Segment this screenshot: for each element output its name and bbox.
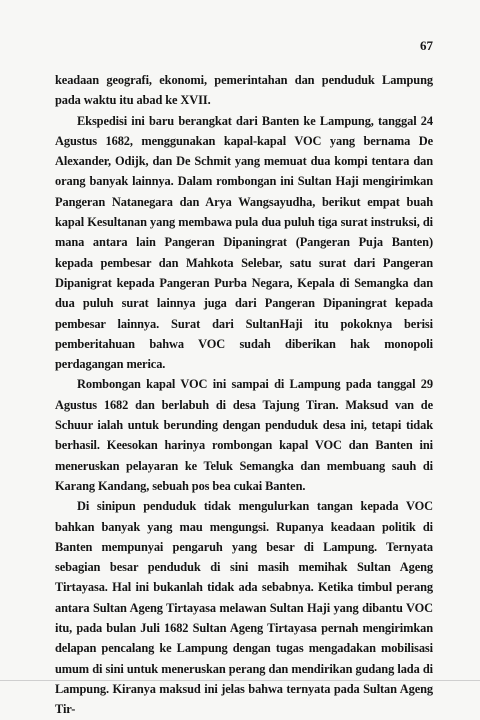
body-text	[55, 70, 433, 720]
page-number: 67	[420, 38, 433, 53]
paragraph-4: Di sinipun penduduk tidak mengulurkan tangan kepada VOC bahkan banyak yang mau mengungsi. Rupanya keadaan politik di Banten mempunyai pengaruh yang besar di Lampung. Ternyata sebagian besar penduduk di sini masih memihak Sultan Ageng Tirtayasa. Hal ini bukanlah tidak ada sebabnya. Ketika timbul perang antara Sultan Ageng Tirtayasa melawan Sultan Haji yang dibantu VOC itu, pada bulan Juli 1682 Sultan Ageng Tirtayasa pernah mengirimkan delapan pencalang ke Lampung dengan tugas mengadakan mobilisasi umum di sini untuk meneruskan perang dan mendirikan gudang lada di Lampung. Kiranya maksud ini jelas bahwa ternyata pada Sultan Ageng Tir-	[55, 499, 433, 717]
paragraph-1: keadaan geografi, ekonomi, pemerintahan dan penduduk Lampung pada waktu itu abad ke XVII.	[55, 73, 433, 108]
bottom-rule	[0, 680, 480, 681]
paragraph-2: Ekspedisi ini baru berangkat dari Banten ke Lampung, tanggal 24 Agustus 1682, menggunakan kapal-kapal VOC yang bernama De Alexander, Odijk, dan De Schmit yang memuat dua kompi tentara dan orang banyak lainnya. Dalam rombongan ini Sultan Haji mengirimkan Pangeran Natanegara dan Arya Wangsayudha, berikut empat buah kapal Kesultanan yang membawa pula dua puluh tiga surat instruksi, di mana antara lain Pangeran Dipaningrat (Pangeran Puja Banten) kepada pembesar dan Mahkota Selebar, satu surat dari Pangeran Dipanigrat kepada Pangeran Purba Negara, Kepala di Semangka dan dua puluh surat lainnya juga dari Pangeran Dipaningrat kepada pembesar lainnya. Surat dari SultanHaji itu pokoknya berisi pemberitahuan bahwa VOC sudah diberikan hak monopoli perdagangan merica.	[55, 113, 433, 372]
paragraph-3: Rombongan kapal VOC ini sampai di Lampung pada tanggal 29 Agustus 1682 dan berlabuh di desa Tajung Tiran. Maksud van de Schuur ialah untuk berunding dengan penduduk desa ini, tetapi tidak berhasil. Keesokan harinya rombongan kapal VOC dan Banten ini meneruskan pelayaran ke Teluk Semangka dan membuang sauh di Karang Kandang, sebuah pos bea cukai Banten.	[55, 377, 433, 493]
